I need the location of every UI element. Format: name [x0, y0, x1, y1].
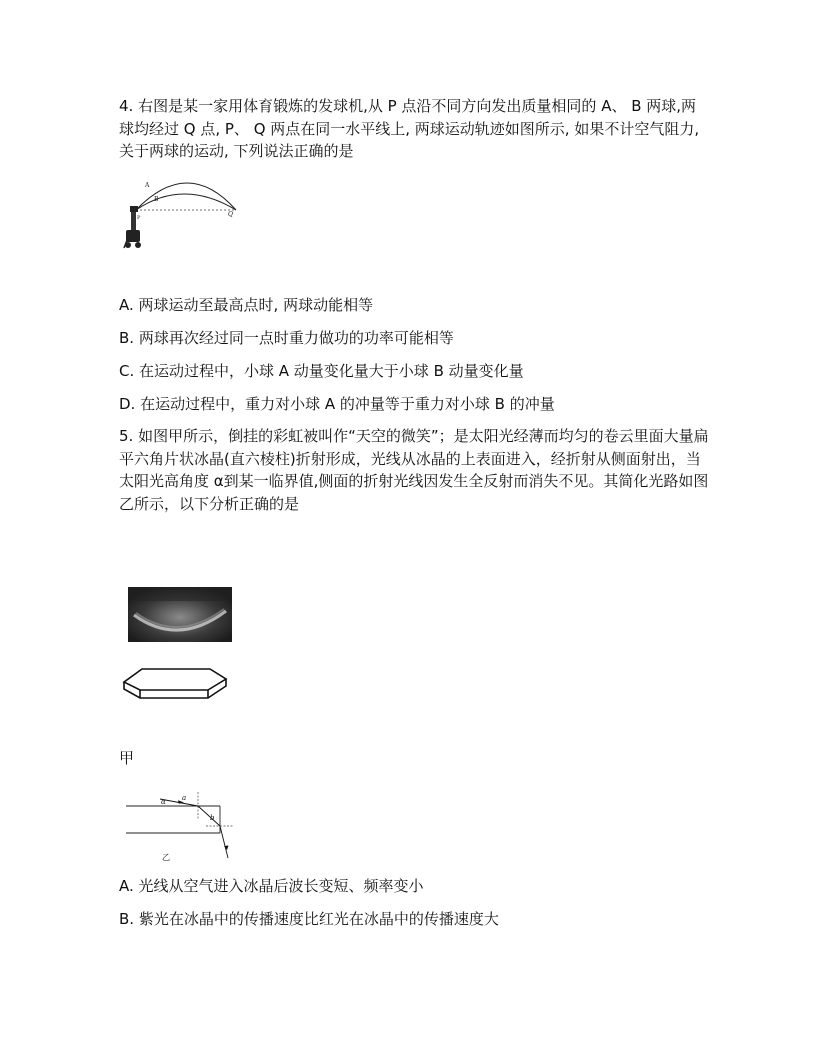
q4-option-d[interactable]: D. 在运动过程中，重力对小球 A 的冲量等于重力对小球 B 的冲量 — [119, 395, 555, 413]
q4-option-a[interactable]: A. 两球运动至最高点时, 两球动能相等 — [119, 296, 374, 314]
launcher-machine-icon — [124, 206, 141, 248]
label-a: A — [145, 182, 150, 189]
inverted-rainbow-photo — [128, 587, 232, 642]
exit-ray — [220, 826, 228, 858]
label-q: Q — [228, 211, 233, 218]
label-alpha: α — [161, 798, 166, 806]
q5-option-a[interactable]: A. 光线从空气进入冰晶后波长变短、频率变小 — [119, 877, 424, 895]
q5-option-b[interactable]: B. 紫光在冰晶中的传播速度比红光在冰晶中的传播速度大 — [119, 910, 499, 928]
figure-jia-caption: 甲 — [119, 749, 135, 767]
label-a: a — [182, 794, 187, 802]
label-b: B — [154, 196, 159, 203]
label-b: b — [210, 814, 215, 822]
q4-option-b[interactable]: B. 两球再次经过同一点时重力做功的功率可能相等 — [119, 329, 454, 347]
trajectory-a — [136, 183, 236, 210]
question-5-stem: 5. 如图甲所示，倒挂的彩虹被叫作“天空的微笑”；是太阳光经薄而均匀的卷云里面大量扁平六角片状冰晶(直六棱柱)折射形成，光线从冰晶的上表面进入，经折射从侧面射出，当太阳光高角度 α到某一临界值,侧面的折射光线因发生全反射而消失不见。其简化光路如图乙所示，以下分析正确的是 — [119, 427, 709, 513]
ball-launcher-figure — [118, 168, 248, 253]
question-4-stem: 4. 右图是某一家用体育锻炼的发球机,从 P 点沿不同方向发出质量相同的 A、 B 两球,两球均经过 Q 点, P、 Q 两点在同一水平线上, 两球运动轨迹如图所示, 如果不计空气阻力, 关于两球的运动, 下列说法正确的是 — [119, 97, 700, 160]
refracted-ray — [198, 806, 220, 826]
figure-yi-caption: 乙 — [162, 853, 170, 862]
light-path-figure — [122, 786, 242, 864]
label-p: P — [137, 215, 141, 221]
hexagonal-ice-crystal-figure — [120, 664, 232, 704]
q4-option-c[interactable]: C. 在运动过程中，小球 A 动量变化量大于小球 B 动量变化量 — [119, 362, 524, 380]
